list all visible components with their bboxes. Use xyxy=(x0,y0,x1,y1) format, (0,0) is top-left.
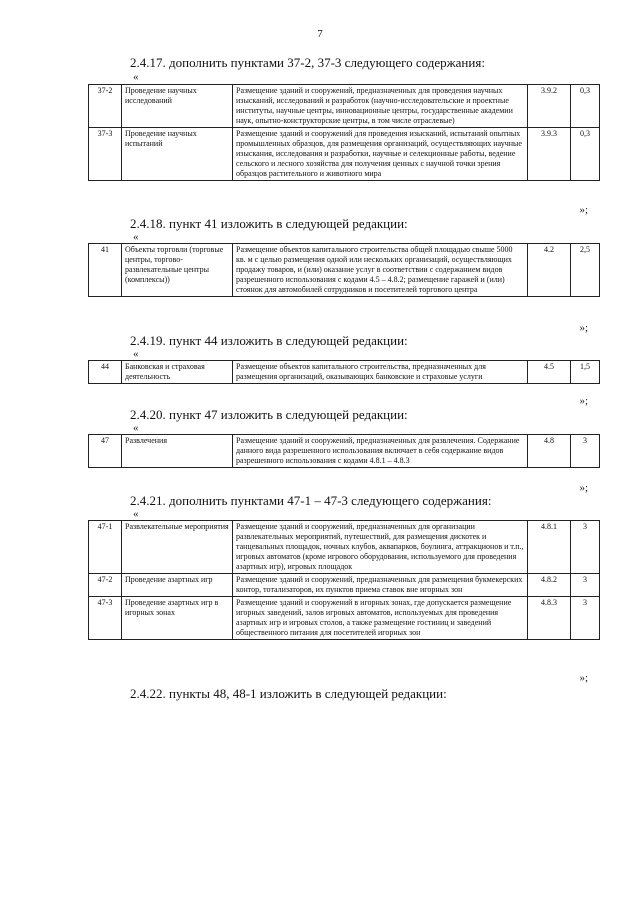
row-coefficient: 3 xyxy=(571,435,600,468)
row-name: Проведение азартных игр xyxy=(122,574,233,597)
row-name: Проведение научных исследований xyxy=(122,85,233,128)
row-code: 37-2 xyxy=(89,85,122,128)
table-row xyxy=(89,574,600,597)
row-code: 41 xyxy=(89,244,122,297)
opening-quote: « xyxy=(133,231,139,243)
row-code: 47 xyxy=(89,435,122,468)
row-classifier-code: 3.9.2 xyxy=(528,85,571,128)
row-coefficient: 3 xyxy=(571,521,600,574)
row-description: Размещение зданий и сооружений в игорных зонах, где допускается размещение игорных заведений, залов игровых автоматов, используемых для проведения азартных игр и игровых столов, а также размещение гостиниц и заведений общественного питания для посетителей игорных зон xyxy=(233,597,528,640)
row-classifier-code: 4.8.1 xyxy=(528,521,571,574)
row-coefficient: 2,5 xyxy=(571,244,600,297)
row-classifier-code: 4.8.2 xyxy=(528,574,571,597)
row-code: 47-1 xyxy=(89,521,122,574)
row-code: 47-3 xyxy=(89,597,122,640)
closing-quote: »; xyxy=(579,395,588,407)
table-row xyxy=(89,128,600,181)
closing-quote: »; xyxy=(579,482,588,494)
row-classifier-code: 4.8 xyxy=(528,435,571,468)
row-description: Размещение объектов капитального строительства общей площадью свыше 5000 кв. м с целью размещения одной или нескольких организаций, осуществляющих продажу товаров, и (или) оказание услуг в соответствии с содержанием видов разрешенного использования с кодами 4.5 – 4.8.2; размещение гаражей и (или) стоянок для автомобилей сотрудников и посетителей торгового центра xyxy=(233,244,528,297)
row-description: Размещение зданий и сооружений для проведения изысканий, испытаний опытных промышленных образцов, для размещения организаций, осуществляющих научные изыскания, исследования и разработки, научные и селекционные работы, ведение сельского и лесного хозяйства для получения ценных с научной точки зрения образцов растительного и животного мира xyxy=(233,128,528,181)
land-use-table xyxy=(88,84,600,181)
section-heading: 2.4.22. пункты 48, 48-1 изложить в следующей редакции: xyxy=(130,686,447,701)
row-name: Проведение научных испытаний xyxy=(122,128,233,181)
section-heading: 2.4.19. пункт 44 изложить в следующей редакции: xyxy=(130,333,408,348)
opening-quote: « xyxy=(133,508,139,520)
row-description: Размещение зданий и сооружений, предназначенных для размещения букмекерских контор, тотализаторов, их пунктов приема ставок вне игорных зон xyxy=(233,574,528,597)
row-coefficient: 3 xyxy=(571,574,600,597)
row-name: Банковская и страховая деятельность xyxy=(122,361,233,384)
row-classifier-code: 3.9.3 xyxy=(528,128,571,181)
opening-quote: « xyxy=(133,348,139,360)
land-use-table xyxy=(88,243,600,297)
opening-quote: « xyxy=(133,71,139,83)
row-code: 44 xyxy=(89,361,122,384)
page-number: 7 xyxy=(317,28,323,40)
opening-quote: « xyxy=(133,422,139,434)
land-use-table xyxy=(88,520,600,640)
row-classifier-code: 4.5 xyxy=(528,361,571,384)
land-use-table xyxy=(88,434,600,468)
row-description: Размещение зданий и сооружений, предназначенных для развлечения. Содержание данного вида разрешенного использования включает в себя содержание видов разрешенного использования с кодами 4.8.1 – 4.8.3 xyxy=(233,435,528,468)
closing-quote: »; xyxy=(579,322,588,334)
row-name: Объекты торговли (торговые центры, торгово-развлекательные центры (комплексы)) xyxy=(122,244,233,297)
row-coefficient: 0,3 xyxy=(571,85,600,128)
table-row xyxy=(89,361,600,384)
section-heading: 2.4.17. дополнить пунктами 37-2, 37-3 следующего содержания: xyxy=(130,55,485,70)
row-name: Развлекательные мероприятия xyxy=(122,521,233,574)
row-description: Размещение зданий и сооружений, предназначенных для проведения научных изысканий, исследований и разработок (научно-исследовательские и проектные институты, научные центры, инновационные центры, государственные академии наук, опытно-конструкторские центры, в том числе отраслевые) xyxy=(233,85,528,128)
row-description: Размещение объектов капитального строительства, предназначенных для размещения организаций, оказывающих банковские и страховые услуги xyxy=(233,361,528,384)
row-classifier-code: 4.8.3 xyxy=(528,597,571,640)
row-description: Размещение зданий и сооружений, предназначенных для организации развлекательных мероприятий, путешествий, для размещения дискотек и танцевальных площадок, ночных клубов, аквапарков, боулинга, аттракционов и т.п., игровых автоматов (кроме игрового оборудования, используемого для проведения азартных игр), игровых площадок xyxy=(233,521,528,574)
row-name: Проведение азартных игр в игорных зонах xyxy=(122,597,233,640)
row-coefficient: 0,3 xyxy=(571,128,600,181)
row-name: Развлечения xyxy=(122,435,233,468)
table-row xyxy=(89,244,600,297)
table-row xyxy=(89,597,600,640)
table-row xyxy=(89,85,600,128)
row-code: 37-3 xyxy=(89,128,122,181)
row-coefficient: 1,5 xyxy=(571,361,600,384)
section-heading: 2.4.18. пункт 41 изложить в следующей редакции: xyxy=(130,216,408,231)
land-use-table xyxy=(88,360,600,384)
table-row xyxy=(89,435,600,468)
row-classifier-code: 4.2 xyxy=(528,244,571,297)
closing-quote: »; xyxy=(579,672,588,684)
row-coefficient: 3 xyxy=(571,597,600,640)
row-code: 47-2 xyxy=(89,574,122,597)
table-row xyxy=(89,521,600,574)
section-heading: 2.4.21. дополнить пунктами 47-1 – 47-3 следующего содержания: xyxy=(130,493,492,508)
closing-quote: »; xyxy=(579,204,588,216)
section-heading: 2.4.20. пункт 47 изложить в следующей редакции: xyxy=(130,407,408,422)
